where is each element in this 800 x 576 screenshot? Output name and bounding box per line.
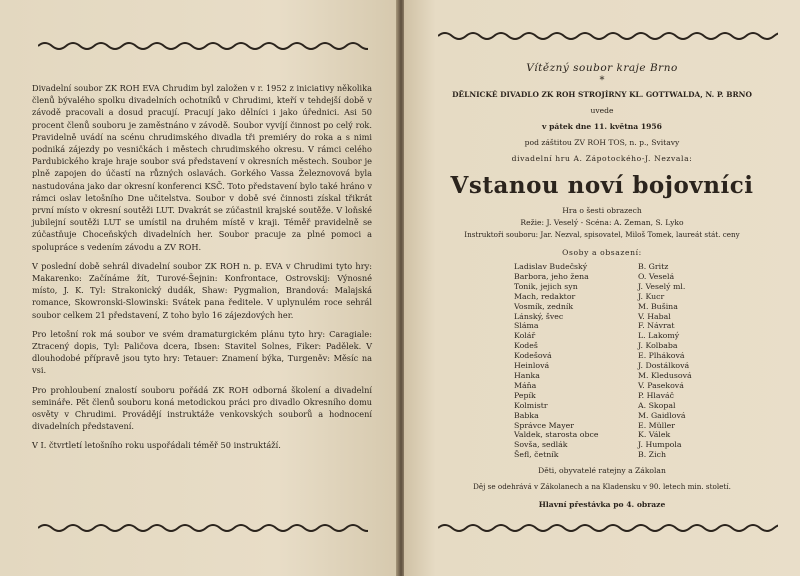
- actor-name: A. Skopal: [638, 400, 676, 410]
- role-name: Tonik, jejich syn: [514, 281, 578, 291]
- children-line: Děti, obyvatelé ratejny a Zákolan: [538, 466, 666, 475]
- paragraph-history: Divadelní soubor ZK ROH EVA Chrudim byl založen v r. 1952 z iniciativy několika členů bývalého spolku divadelních ochotníků v Chrudimi, kteří v tehdejší době v závodě pracovali a dosud pracují. Pracují jako dělníci i jako úřednici. Asi 50 procent členů souboru je zaměstnáno v závodě. Soubor vyvíjí činnost po celý rok. Pravidelně uvádí na scénu chrudimského divadla tři premiéry do roka a s nimi podniká zájezdy po vesničkách i městech chrudimského okresu. V rámci celého Pardubického kraje hraje soubor svá představení v okresních městech. Soubor je plně zapojen do účastí na různých oslavách. Gorkého Vassa Železnovová byla nastudována jako dar okresní konferenci KSČ. Toto představení bylo také hráno v rámci oslav letošního Dne učitelstva. Soubor v době své činnosti získal třikrát první místo v okresní soutěži LUT. Dvakrát se zúčastnil krajské soutěže. V loňské jubilejní soutěži LUT se umístil na druhém místě v kraji. Téměř pravidelně se zúčastňuje Choceňských divadelních her. Soubor pracuje za plné pomoci a spolupráce s vedením závodu a ZV ROH.: [32, 83, 372, 252]
- role-name: Kolmistr: [514, 400, 548, 410]
- actor-name: M. Gaidlová: [638, 410, 686, 420]
- cast-row: [514, 312, 734, 322]
- director-credits: Režie: J. Veselý - Scéna: A. Zeman, S. Lyko: [520, 218, 684, 227]
- theatre-name: DĚLNICKÉ DIVADLO ZK ROH STROJÍRNY KL. GOTTWALDA, N. P. BRNO: [452, 90, 752, 99]
- ornament-border-top-right: [438, 30, 778, 42]
- actor-name: B. Zich: [638, 450, 666, 460]
- ornament-border-top-left: [38, 40, 368, 52]
- setting-line: Děj se odehrává v Zákolanech a na Kladensku v 90. letech min. století.: [473, 482, 731, 491]
- cast-list: [514, 262, 734, 460]
- cast-row: [514, 391, 734, 401]
- role-name: Heinlová: [514, 361, 550, 371]
- actor-name: O. Veselá: [638, 271, 675, 281]
- actor-name: E. Plháková: [638, 351, 685, 361]
- role-name: Mach, redaktor: [514, 291, 576, 301]
- actor-name: L. Lakomý: [638, 331, 680, 341]
- role-name: Hanka: [514, 370, 540, 380]
- star-divider: *: [599, 75, 605, 86]
- actor-name: J. Veselý ml.: [638, 281, 686, 291]
- actor-name: F. Návrat: [638, 321, 675, 331]
- actor-name: M. Kledusová: [638, 370, 692, 380]
- cast-row: [514, 341, 734, 351]
- actor-name: M. Bušina: [638, 301, 678, 311]
- patronage-line: pod záštitou ZV ROH TOS, n. p., Svitavy: [524, 138, 680, 147]
- actor-name: K. Válek: [638, 430, 671, 440]
- cast-row: [514, 282, 734, 292]
- cast-row: [514, 440, 734, 450]
- paragraph-training: Pro prohloubení znalostí souboru pořádá ZK ROH odborná školení a divadelní semináře. Pět členů souboru koná metodickou práci pro divadlo Okresního domu osvěty v Chrudimi. Provádějí instruktáže venkovských souborů a hodnocení divadelních představení.: [32, 384, 372, 432]
- cast-row: [514, 361, 734, 371]
- paragraph-repertoire: V poslední době sehrál divadelní soubor ZK ROH n. p. EVA v Chrudimi tyto hry: Makarenko: Začínáme žít, Turové-Šejnin: Konfrontace, Ostrovskij: Výnosné místo, J. K. Tyl: Strakonický dudák, Shaw: Pygmalion, Brandová: Malajská romance, Skowronski-Slowinski: Svátek pana ředitele. V uplynulém roce sehrál soubor celkem 21 představení, Z toho bylo 16 zájezdových her.: [32, 260, 372, 320]
- left-page: [0, 0, 398, 576]
- paragraph-instructions: V I. čtvrtletí letošního roku uspořádali téměř 50 instruktáží.: [32, 440, 281, 451]
- actor-name: V. Paseková: [638, 380, 684, 390]
- actor-name: V. Habal: [638, 311, 671, 321]
- role-name: Vosmík, zedník: [514, 301, 574, 311]
- authors-line: divadelní hru A. Zápotockého-J. Nezvala:: [511, 154, 693, 163]
- actor-name: P. Hlaváč: [638, 390, 674, 400]
- actor-name: B. Gritz: [638, 262, 669, 271]
- role-name: Barbora, jeho žena: [514, 271, 589, 281]
- play-subtitle: Hra o šesti obrazech: [562, 206, 642, 215]
- role-name: Kolář: [514, 331, 536, 341]
- cast-row: [514, 450, 734, 460]
- header-winner: Vítězný soubor kraje Brno: [526, 62, 678, 74]
- role-name: Sláma: [514, 321, 539, 331]
- role-name: Šefl, četník: [514, 450, 559, 460]
- ornament-border-bottom-left: [38, 522, 368, 534]
- role-name: Lánský, švec: [514, 311, 564, 321]
- role-name: Sovša, sedlák: [514, 440, 568, 450]
- cast-row: [514, 262, 734, 272]
- ornament-border-bottom-right: [438, 522, 778, 534]
- actor-name: J. Kucr: [638, 291, 665, 301]
- presents-label: uvede: [590, 106, 614, 115]
- cast-row: [514, 421, 734, 431]
- play-title: Vstanou noví bojovníci: [450, 172, 754, 199]
- role-name: Babka: [514, 410, 539, 420]
- cast-row: [514, 272, 734, 282]
- cast-row: [514, 371, 734, 381]
- role-name: Ladislav Budečský: [514, 262, 588, 271]
- cast-row: [514, 331, 734, 341]
- cast-row: [514, 381, 734, 391]
- cast-row: [514, 351, 734, 361]
- cast-heading: Osoby a obsazení:: [562, 248, 642, 257]
- role-name: Pepík: [514, 390, 536, 400]
- role-name: Správce Mayer: [514, 420, 574, 430]
- instructors-line: Instruktoři souboru: Jar. Nezval, spisovatel, Miloš Tomek, laureát stát. ceny: [464, 230, 740, 239]
- role-name: Valdek, starosta obce: [514, 430, 599, 440]
- performance-date: v pátek dne 11. května 1956: [542, 122, 662, 131]
- actor-name: E. Müller: [638, 420, 675, 430]
- cast-row: [514, 292, 734, 302]
- role-name: Kodeš: [514, 341, 538, 351]
- right-page: [404, 0, 800, 576]
- intermission-line: Hlavní přestávka po 4. obraze: [538, 500, 666, 509]
- cast-row: [514, 430, 734, 440]
- cast-row: [514, 401, 734, 411]
- cast-row: [514, 321, 734, 331]
- role-name: Máňa: [514, 380, 537, 390]
- actor-name: J. Dostálková: [638, 361, 690, 371]
- left-page-text: [32, 82, 372, 459]
- paragraph-plans: Pro letošní rok má soubor ve svém dramaturgickém plánu tyto hry: Caragiale: Ztracený dopis, Tyl: Paličova dcera, Ibsen: Stavitel Solnes, Fiker: Padělek. V dlouhodobé přípravě jsou tyto hry: Tetauer: Znamení býka, Turgeněv: Měsíc na vsi.: [32, 328, 372, 376]
- role-name: Kodešová: [514, 351, 552, 361]
- actor-name: J. Kolbaba: [638, 341, 678, 351]
- cast-row: [514, 411, 734, 421]
- cast-row: [514, 302, 734, 312]
- actor-name: J. Humpola: [638, 440, 682, 450]
